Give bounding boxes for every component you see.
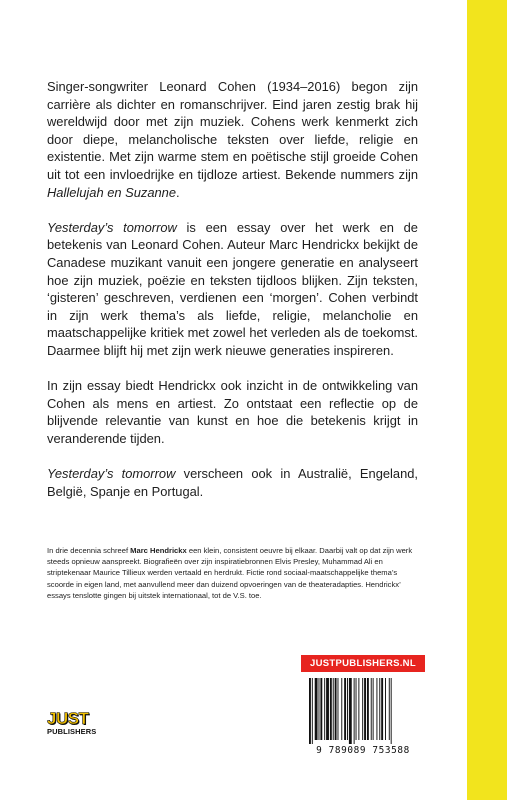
barcode-bar (341, 678, 342, 740)
paragraph-insight-text: In zijn essay biedt Hendrickx ook inzicht in de ontwikkeling van Cohen als mens en artiest. Zo ontstaat een reflectie op de blijvende relevantie van kunst en hoe die betekenis krijgt in veranderende tijden. (47, 378, 418, 446)
isbn-number: 9 789089 753588 (316, 745, 410, 756)
barcode-bar (344, 678, 346, 740)
barcode-bar (381, 678, 383, 740)
barcode-bar (389, 678, 390, 740)
paragraph-essay-text: is een essay over het werk en de betekenis van Leonard Cohen. Auteur Marc Hendrickx bekijkt de Canadese muzikant vanuit een jongere generatie en analyseert hoe zijn muziek, poëzie en teksten tijdloos blijken. Zijn teksten, ‘gisteren’ geschreven, verdienen een ‘morgen’. Cohen verbindt in zijn werk thema’s als liefde, religie, melancholie en maatschappelijke kritiek met zowel het verleden als de toekomst. Daarmee blijft hij met zijn werk nieuwe generaties inspireren. (47, 219, 418, 358)
barcode-bar (364, 678, 366, 740)
barcode-bar (347, 678, 348, 740)
paragraph-intro (47, 78, 418, 201)
paragraph-intro-end: . (176, 184, 180, 200)
barcode-bar (371, 678, 372, 740)
book-spine-strip (467, 0, 507, 800)
barcode-bar (358, 678, 359, 740)
bio-text: een klein, consistent oeuvre bij elkaar. Daarbij valt op dat zijn werk steeds opnieuw aanspreekt. Biografieën over zijn inspiratiebronnen Elvis Presley, Muhammad Ali en striptekenaar Maurice Tillieux werden vertaald en herdrukt. Fictie rond sociaal-maatschappelijke thema’s scoorde in eigen land, met aanvullend meer dan duizend opvoeringen van de theateradapties. Hendrickx’ essays tenslotte gingen bij uitstek internationaal, tot de V.S. toe. (47, 546, 413, 600)
barcode-bar (326, 678, 329, 740)
barcode-bar (354, 678, 355, 744)
barcode-bar (362, 678, 363, 740)
barcode-bar (333, 678, 334, 740)
paragraph-essay (47, 219, 418, 360)
publisher-logo (47, 711, 107, 737)
blurb-text (47, 78, 418, 518)
barcode-bar (367, 678, 369, 740)
barcode-bar (320, 678, 322, 740)
website-badge: JUSTPUBLISHERS.NL (301, 655, 425, 672)
barcode-bar (338, 678, 339, 740)
book-title-2: Yesterday’s tomorrow (47, 466, 176, 482)
paragraph-editions (47, 465, 418, 500)
barcode-bar (319, 678, 320, 740)
barcode-bar (379, 678, 380, 740)
bio-start: In drie decennia schreef (47, 546, 131, 555)
barcode-bar (349, 678, 352, 744)
logo-subtitle: PUBLISHERS (47, 727, 97, 736)
barcode-bar (373, 678, 374, 740)
barcode-bar (324, 678, 325, 740)
barcode-bar (309, 678, 311, 744)
paragraph-editions-text: verscheen ook in Australië, Engeland, België, Spanje en Portugal. (47, 466, 418, 499)
barcode-bar (330, 678, 332, 740)
book-title: Yesterday’s tomorrow (47, 219, 177, 235)
author-name: Marc Hendrickx (130, 546, 187, 555)
paragraph-insight (47, 377, 418, 447)
logo-wordmark: JUST (47, 709, 89, 728)
barcode-bar (315, 678, 318, 740)
barcode-bar (376, 678, 377, 740)
barcode-bar (356, 678, 357, 740)
paragraph-intro-text: Singer-songwriter Leonard Cohen (1934–2016) begon zijn carrière als dichter en romanschrijver. Eind jaren zestig brak hij wereldwijd door met zijn muziek. Cohens werk kenmerkt zich door diepe, melancholische teksten over liefde, religie en existentie. Met zijn warme stem en poëtische stijl groeide Cohen uit tot een invloedrijke en tijdloze artiest. Bekende nummers zijn (47, 79, 418, 182)
barcode-bar (312, 678, 313, 744)
barcode-bars (307, 678, 419, 744)
barcode-bar (335, 678, 337, 740)
song-titles: Hallelujah en Suzanne (47, 184, 177, 200)
barcode-bar (385, 678, 386, 740)
barcode-bar (391, 678, 392, 744)
author-bio (47, 545, 422, 601)
